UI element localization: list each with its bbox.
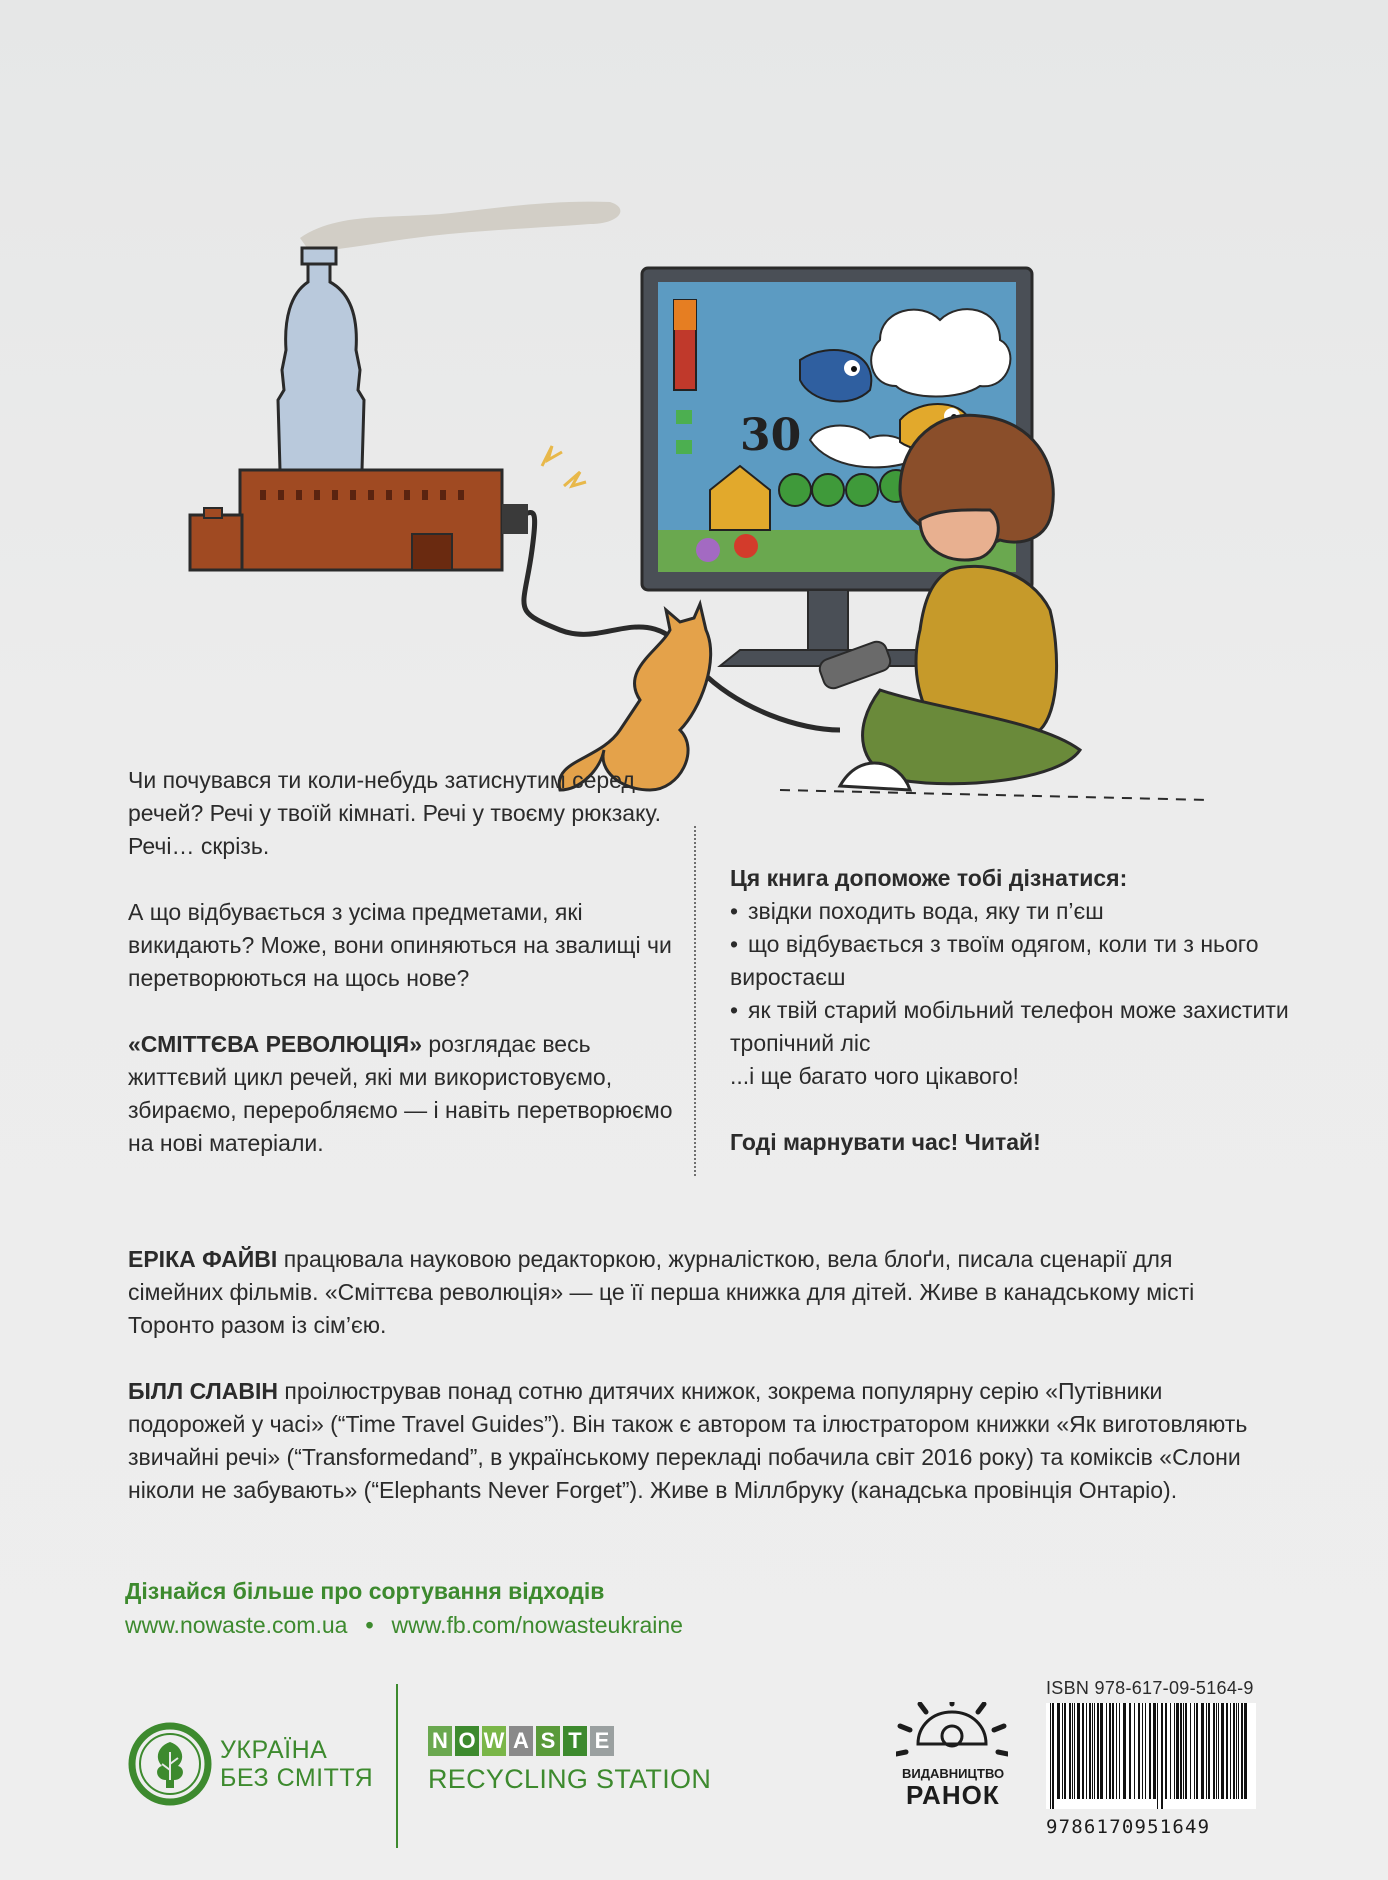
nowaste-logo [428, 1726, 711, 1795]
list-item: • як твій старий мобільний телефон може захистити тропічний ліс [730, 994, 1290, 1060]
barcode-bar [1062, 1703, 1063, 1799]
barcode-bar [1221, 1703, 1224, 1799]
barcode-bar [1138, 1703, 1140, 1799]
barcode-bar [1094, 1703, 1095, 1799]
barcode-bar [1180, 1703, 1182, 1799]
author-bio: ЕРІКА ФАЙВІ працювала науковою редакторкою, журналісткою, вела блоґи, писала сценарії для сімейних фільмів. «Сміттєва революція» — це її перша книжка для дітей. Живе в канадському місті Торонто разом із сім’єю. [128, 1246, 1195, 1338]
nowaste-link[interactable]: www.nowaste.com.ua [125, 1612, 348, 1638]
factory [240, 470, 502, 570]
barcode-bar [1119, 1703, 1120, 1799]
barcode-bar [1116, 1703, 1117, 1799]
barcode-bar [1194, 1703, 1195, 1799]
bird-blue [800, 350, 871, 401]
barcode-bar [1244, 1703, 1247, 1799]
barcode-bar [1072, 1703, 1073, 1799]
barcode-bar [1052, 1703, 1054, 1809]
isbn-digits: 9786170951649 [1046, 1816, 1211, 1838]
ranok-publisher-logo [896, 1702, 1008, 1812]
nowaste-letter-tile: O [455, 1726, 479, 1756]
barcode-bar [1153, 1703, 1156, 1799]
barcode-bar [1064, 1703, 1066, 1799]
barcode-bar [1174, 1703, 1175, 1799]
game-score: 30 [740, 410, 802, 461]
barcode-icon [1046, 1703, 1256, 1809]
learn-more-section [125, 1574, 683, 1642]
isbn-barcode [1046, 1678, 1256, 1838]
barcode-bar [1183, 1703, 1184, 1799]
nowaste-letter-tile: E [590, 1726, 614, 1756]
barcode-bar [1157, 1703, 1158, 1809]
barcode-bar [1213, 1703, 1215, 1799]
publisher-small-text: ВИДАВНИЦТВО [902, 1766, 1005, 1781]
barcode-bar [1161, 1703, 1163, 1809]
barcode-bar [1185, 1703, 1187, 1799]
barcode-bar [1196, 1703, 1198, 1799]
barcode-bar [1233, 1703, 1235, 1799]
logo-divider [396, 1684, 398, 1848]
barcode-bar [1201, 1703, 1204, 1799]
barcode-bar [1100, 1703, 1103, 1799]
book-description: розглядає весь життєвий цикл речей, які ми використовуємо, збираємо, переробляємо — і навіть перетворюємо на нові матеріали. [128, 1031, 673, 1156]
barcode-bar [1057, 1703, 1060, 1799]
barcode-bar [1106, 1703, 1107, 1799]
barcode-bar [1206, 1703, 1207, 1799]
logo-text-line2: БЕЗ СМІТТЯ [220, 1764, 374, 1792]
barcode-bar [1069, 1703, 1071, 1799]
barcode-bar [1176, 1703, 1179, 1799]
barcode-bar [1097, 1703, 1099, 1799]
nowaste-letter-tile: N [428, 1726, 452, 1756]
intro-paragraph-1: Чи почувався ти коли-небудь затиснутим серед речей? Речі у твоїй кімнаті. Речі у твоєму рюкзаку. Речі… скрізь. [128, 767, 661, 859]
barcode-bar [1208, 1703, 1210, 1799]
logo-text-line1: УКРАЇНА [220, 1736, 328, 1764]
tree-circle-icon [128, 1722, 212, 1806]
barcode-bar [1134, 1703, 1135, 1799]
call-to-action: Годі марнувати час! Читай! [730, 1129, 1041, 1155]
bullet-icon: • [730, 898, 739, 924]
bullet-icon: • [730, 997, 739, 1023]
barcode-bar [1074, 1703, 1075, 1799]
barcode-bar [1050, 1703, 1051, 1809]
barcode-bar [1123, 1703, 1126, 1799]
nowaste-tiles [428, 1726, 711, 1756]
illustrator-name: БІЛЛ СЛАВІН [128, 1378, 278, 1404]
barcode-bar [1112, 1703, 1114, 1799]
barcode-bar [1218, 1703, 1219, 1799]
learn-more-text: ...і ще багато чого цікавого! [730, 1063, 1019, 1089]
barcode-bar [1145, 1703, 1146, 1799]
learn-heading: Ця книга допоможе тобі дізнатися: [730, 865, 1128, 891]
barcode-bar [1190, 1703, 1191, 1799]
barcode-bar [1149, 1703, 1151, 1799]
book-title: «СМІТТЄВА РЕВОЛЮЦІЯ» [128, 1031, 422, 1057]
barcode-bar [1238, 1703, 1239, 1799]
cover-illustration [180, 190, 1230, 810]
nowaste-letter-tile: A [509, 1726, 533, 1756]
nowaste-letter-tile: W [482, 1726, 506, 1756]
author-name: ЕРІКА ФАЙВІ [128, 1246, 278, 1272]
barcode-bar [1089, 1703, 1091, 1799]
barcode-bar [1092, 1703, 1093, 1799]
barcode-bar [1230, 1703, 1231, 1799]
facebook-link[interactable]: www.fb.com/nowasteukraine [391, 1612, 683, 1638]
barcode-bar [1165, 1703, 1167, 1799]
barcode-bar [1236, 1703, 1237, 1799]
intro-column [128, 764, 688, 1193]
ukraine-no-waste-logo [128, 1722, 378, 1808]
bullet-icon: • [730, 931, 739, 957]
barcode-bar [1109, 1703, 1111, 1799]
intro-paragraph-2: А що відбувається з усіма предметами, які викидають? Може, вони опиняються на звалищі чи перетворюються на щось нове? [128, 899, 672, 991]
barcode-bar [1170, 1703, 1171, 1799]
barcode-bar [1226, 1703, 1228, 1799]
nowaste-letter-tile: S [536, 1726, 560, 1756]
learn-more-title: Дізнайся більше про сортування відходів [125, 1578, 605, 1604]
barcode-bar [1142, 1703, 1143, 1799]
barcode-bar [1129, 1703, 1131, 1799]
list-item: • що відбувається з твоїм одягом, коли ти з нього виростаєш [730, 928, 1290, 994]
barcode-bar [1241, 1703, 1243, 1799]
column-divider [694, 826, 696, 1176]
nowaste-letter-tile: T [563, 1726, 587, 1756]
barcode-bar [1082, 1703, 1084, 1799]
illustrator-bio: БІЛЛ СЛАВІН проілюстрував понад сотню дитячих книжок, зокрема популярну серію «Путівники подорожей у часі» (“Time Travel Guides”). Він також є автором та ілюстратором книжки «Як виготовляють звичайні речі» (“Transformedand”, в українському перекладі побачила світ 2016 року) та коміксів «Слони ніколи не забувають» (“Elephants Never Forget”). Живе в Міллбруку (канадська провінція Онтаріо). [128, 1378, 1248, 1503]
barcode-bar [1077, 1703, 1080, 1799]
barcode-bar [1216, 1703, 1217, 1799]
publisher-name: РАНОК [906, 1780, 1000, 1810]
learn-list [730, 862, 1290, 1182]
recycling-station-text: RECYCLING STATION [428, 1764, 712, 1794]
bottle-chimney [278, 260, 364, 470]
sun-icon [896, 1702, 1008, 1772]
intro-paragraph-3 [128, 1028, 688, 1160]
smoke [300, 202, 620, 252]
authors-section [128, 1243, 1268, 1540]
barcode-bar [1086, 1703, 1087, 1799]
link-separator: • [365, 1612, 374, 1638]
list-item: • звідки походить вода, яку ти п’єш [730, 895, 1290, 928]
isbn-label: ISBN 978-617-09-5164-9 [1046, 1678, 1254, 1698]
